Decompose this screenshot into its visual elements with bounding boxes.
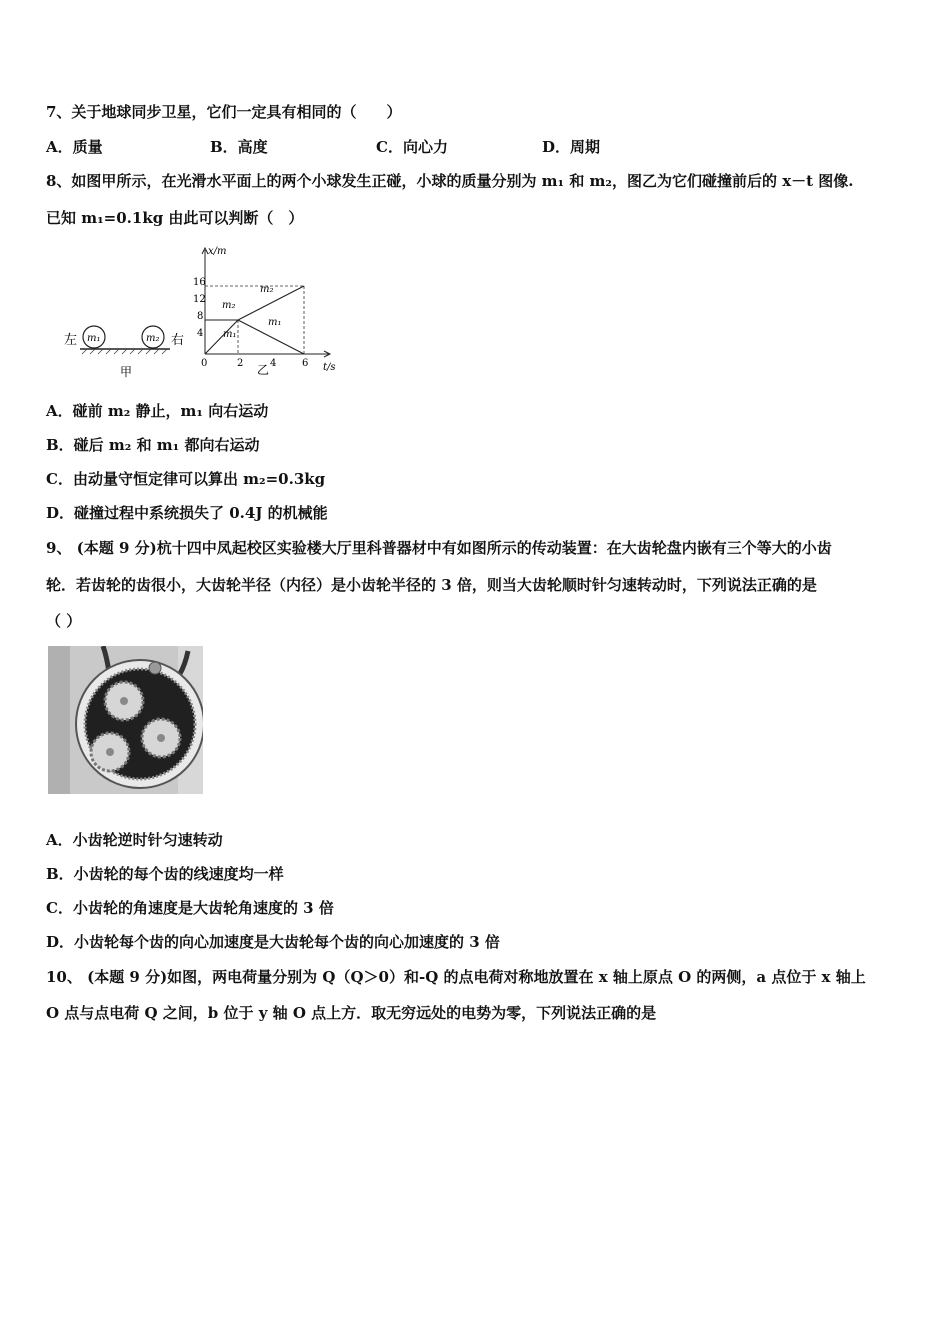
x-tick-6: 6: [302, 358, 309, 369]
q8-xt-chart: [180, 240, 350, 380]
caption-yi: 乙: [257, 363, 270, 377]
housing-knob: [149, 662, 161, 674]
q9-option-a: A．小齿轮逆时针匀速转动: [46, 831, 223, 849]
q8-option-b: B．碰后 m₂ 和 m₁ 都向右运动: [46, 436, 260, 454]
q8-option-c: C．由动量守恒定律可以算出 m₂=0.3kg: [46, 470, 326, 488]
small-gear-bottom: [91, 733, 129, 771]
q9-stem-line3: （ ）: [46, 612, 82, 630]
y-tick-4: 4: [197, 328, 204, 339]
q7-option-b: B．高度: [210, 138, 268, 156]
x-tick-0: 0: [201, 358, 208, 369]
label-right: 右: [171, 333, 185, 348]
q10-stem-line2: O 点与点电荷 Q 之间，b 位于 y 轴 O 点上方．取无穷远处的电势为零，下列说法正确的是: [46, 1004, 657, 1022]
ball-m2-label: m₂: [146, 333, 160, 344]
small-gear-top: [105, 682, 143, 720]
q7-stem: 7、关于地球同步卫星，它们一定具有相同的（ ）: [46, 103, 402, 121]
q7-option-a: A．质量: [46, 138, 103, 156]
q8-option-a: A．碰前 m₂ 静止，m₁ 向右运动: [46, 402, 269, 420]
q7-option-d: D．周期: [542, 138, 601, 156]
photo-left-edge: [48, 646, 70, 794]
series-label-m1-before: m₁: [223, 329, 237, 340]
q9-option-b: B．小齿轮的每个齿的线速度均一样: [46, 865, 284, 883]
q9-gear-photo: [48, 646, 203, 794]
ball-m1-label: m₁: [87, 333, 101, 344]
x-axis-label: t/s: [323, 362, 336, 373]
caption-jia: 甲: [120, 365, 133, 379]
y-tick-12: 12: [193, 294, 206, 305]
q8-option-d: D．碰撞过程中系统损失了 0.4J 的机械能: [46, 504, 328, 522]
x-tick-2: 2: [237, 358, 244, 369]
q8-stem-line2: 已知 m₁=0.1kg 由此可以判断（ ）: [46, 209, 304, 227]
y-tick-8: 8: [197, 311, 204, 322]
q8-figure-jia: [60, 318, 190, 380]
q7-option-c: C．向心力: [376, 138, 448, 156]
x-tick-4: 4: [270, 358, 277, 369]
series-label-m2-after: m₂: [260, 284, 274, 295]
series-label-m2-before: m₂: [222, 300, 236, 311]
q9-stem-line2: 轮．若齿轮的齿很小，大齿轮半径（内径）是小齿轮半径的 3 倍，则当大齿轮顺时针匀速转动时，下列说法正确的是: [46, 576, 817, 594]
q9-option-c: C．小齿轮的角速度是大齿轮角速度的 3 倍: [46, 899, 334, 917]
q10-stem-line1: 10、 (本题 9 分)如图，两电荷量分别为 Q（Q＞0）和-Q 的点电荷对称地放置在 x 轴上原点 O 的两侧，a 点位于 x 轴上: [46, 968, 866, 986]
series-label-m1-after: m₁: [268, 317, 282, 328]
q8-stem-line1: 8、如图甲所示，在光滑水平面上的两个小球发生正碰，小球的质量分别为 m₁ 和 m₂，图乙为它们碰撞前后的 x－t 图像.: [46, 172, 854, 190]
y-tick-16: 16: [193, 277, 206, 288]
q9-option-d: D．小齿轮每个齿的向心加速度是大齿轮每个齿的向心加速度的 3 倍: [46, 933, 500, 951]
ground-hatch: [82, 349, 167, 354]
q9-stem-line1: 9、 (本题 9 分)杭十四中凤起校区实验楼大厅里科普器材中有如图所示的传动装置：在大齿轮盘内嵌有三个等大的小齿: [46, 539, 832, 557]
label-left: 左: [64, 333, 78, 348]
y-axis-label: x/m: [208, 246, 227, 257]
small-gear-right: [142, 719, 180, 757]
